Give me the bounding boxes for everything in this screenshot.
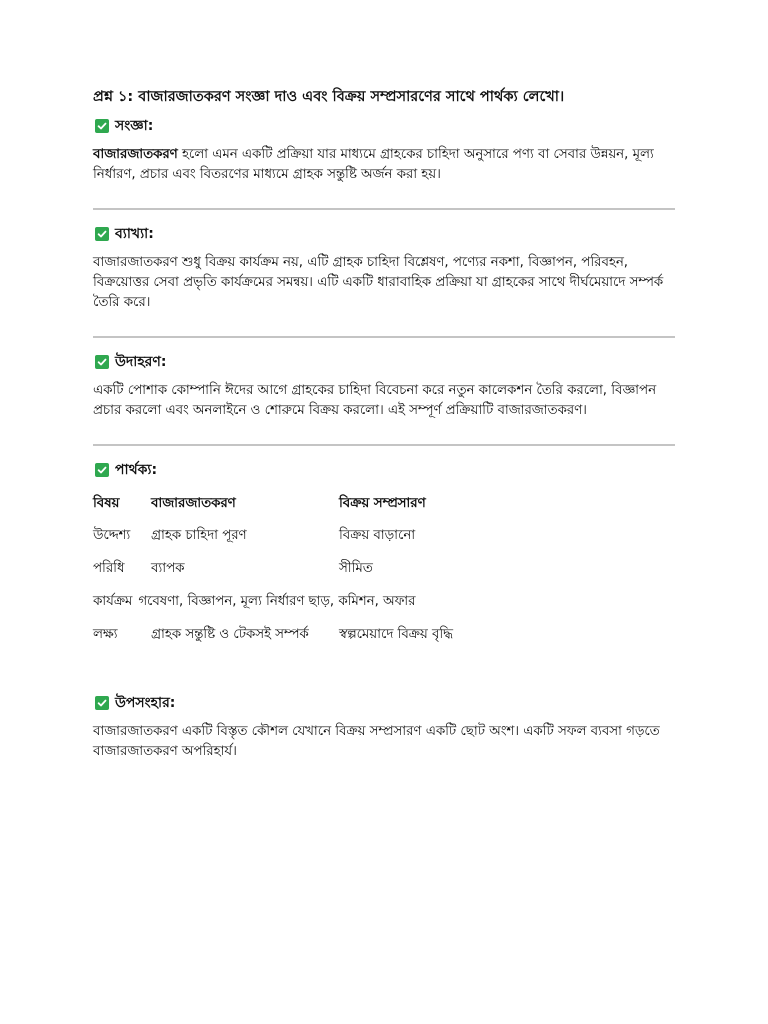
table-row [93,618,675,651]
table-row [93,519,675,552]
table-cell: সীমিত [339,560,373,576]
difference-heading-label: পার্থক্য: [115,462,158,478]
explanation-heading [95,224,675,244]
section-divider [93,208,675,210]
check-icon [95,696,109,710]
section-divider [93,336,675,338]
table-cell: লক্ষ্য [93,626,118,642]
conclusion-heading-label: উপসংহার: [115,695,176,711]
example-heading-label: উদাহরণ: [115,354,167,370]
explanation-heading-label: ব্যাখ্যা: [115,226,154,242]
definition-heading [95,116,675,136]
example-text: একটি পোশাক কোম্পানি ঈদের আগে গ্রাহকের চাহিদা বিবেচনা করে নতুন কালেকশন তৈরি করলো, বিজ্ঞাপন প্রচার করলো এবং অনলাইনে ও শোরুমে বিক্রয় করলো। এই সম্পূর্ণ প্রক্রিয়াটি বাজারজাতকরণ। [93,383,657,418]
section-divider [93,444,675,446]
table-cell: পরিধি [93,560,125,576]
conclusion-text: বাজারজাতকরণ একটি বিস্তৃত কৌশল যেখানে বিক্রয় সম্প্রসারণ একটি ছোট অংশ। একটি সফল ব্যবসা গড়তে বাজারজাতকরণ অপরিহার্য। [93,724,660,759]
table-cell: বিক্রয় বাড়ানো [339,527,416,543]
definition-term: বাজারজাতকরণ [93,147,178,162]
example-heading [95,352,675,372]
column-header: বিক্রয় সম্প্রসারণ [339,496,426,511]
table-cell: কার্যক্রম [93,593,133,609]
difference-heading [95,460,675,480]
table-cell: গ্রাহক চাহিদা পূরণ [151,527,247,543]
document-page [93,86,675,762]
table-cell: ব্যাপক [151,560,185,576]
column-header: বাজারজাতকরণ [151,496,236,511]
table-row [93,585,675,618]
table-cell: গবেষণা, বিজ্ঞাপন, মূল্য নির্ধারণ [138,593,305,609]
check-icon [95,119,109,133]
explanation-text: বাজারজাতকরণ শুধু বিক্রয় কার্যক্রম নয়, এটি গ্রাহক চাহিদা বিশ্লেষণ, পণ্যের নকশা, বিজ্ঞাপন, পরিবহন, বিক্রয়োত্তর সেবা প্রভৃতি কার্যক্রমের সমন্বয়। এটি একটি ধারাবাহিক প্রক্রিয়া যা গ্রাহকের সাথে দীর্ঘমেয়াদে সম্পর্ক তৈরি করে। [93,255,664,310]
table-cell: গ্রাহক সন্তুষ্টি ও টেকসই সম্পর্ক [151,626,309,642]
check-icon [95,227,109,241]
table-header-row [93,489,675,519]
table-cell: উদ্দেশ্য [93,527,131,543]
comparison-table [93,489,675,651]
conclusion-heading [95,693,675,713]
check-icon [95,355,109,369]
table-cell: স্বল্পমেয়াদে বিক্রয় বৃদ্ধি [339,626,453,642]
check-icon [95,463,109,477]
definition-heading-label: সংজ্ঞা: [115,118,154,134]
definition-text [93,145,675,185]
definition-body: হলো এমন একটি প্রক্রিয়া যার মাধ্যমে গ্রাহকের চাহিদা অনুসারে পণ্য বা সেবার উন্নয়ন, মূল্য নির্ধারণ, প্রচার এবং বিতরণের মাধ্যমে গ্রাহক সন্তুষ্টি অর্জন করা হয়। [93,147,654,182]
table-row [93,552,675,585]
table-cell: ছাড়, কমিশন, অফার [308,593,416,609]
question-title: প্রশ্ন ১: বাজারজাতকরণ সংজ্ঞা দাও এবং বিক্রয় সম্প্রসারণের সাথে পার্থক্য লেখো। [93,89,565,105]
column-header: বিষয় [93,496,120,511]
